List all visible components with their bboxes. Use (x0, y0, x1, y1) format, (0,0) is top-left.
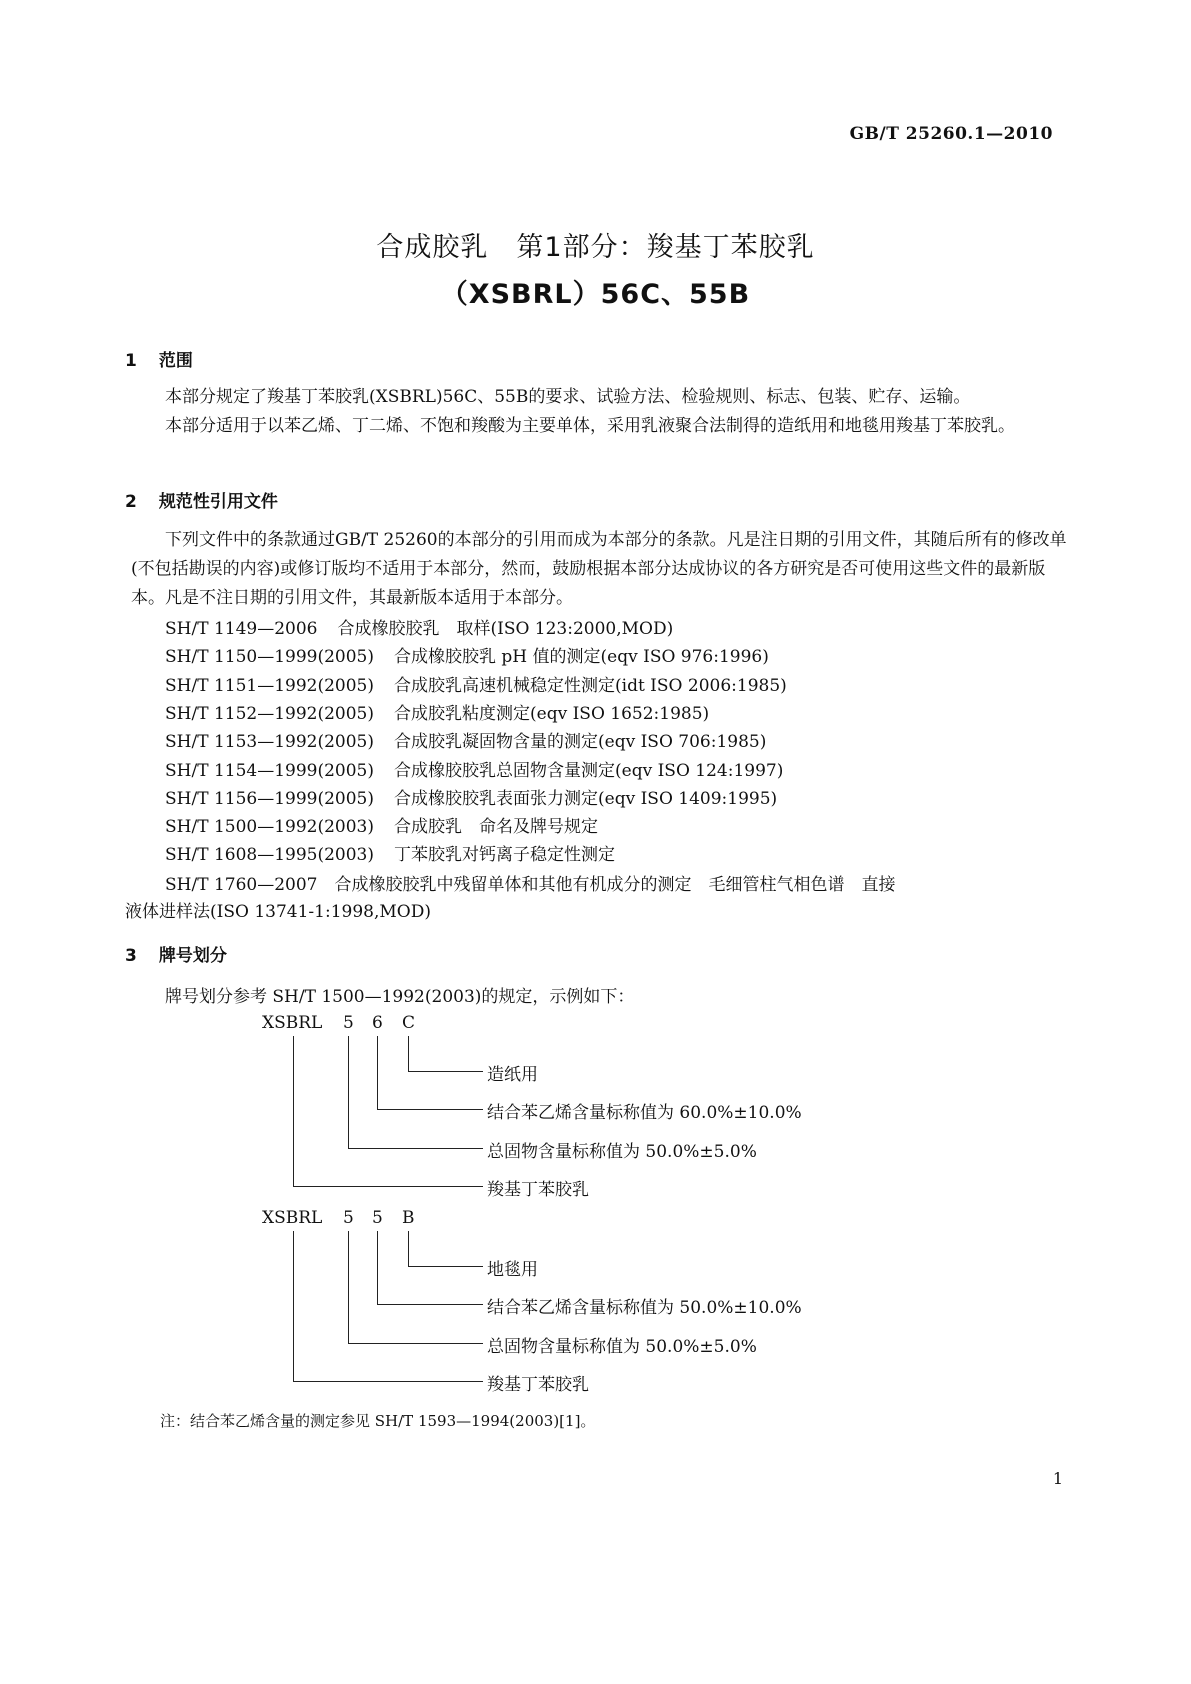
note: 注：结合苯乙烯含量的测定参见 SH/T 1593—1994(2003)[1]。 (160, 1412, 596, 1430)
reference-code: SH/T 1151—1992(2005) (165, 675, 374, 696)
document-subtitle: （XSBRL）56C、55B (440, 279, 751, 310)
reference-title: 合成橡胶胶乳 取样(ISO 123:2000,MOD) (337, 619, 674, 639)
reference-code: SH/T 1154—1999(2005) (165, 760, 374, 781)
reference-item (165, 812, 598, 837)
ex1-connector-d2-h (377, 1109, 483, 1110)
standard-code: GB/T 25260.1—2010 (849, 124, 1053, 144)
ex1-label-type: 羧基丁苯胶乳 (487, 1180, 589, 1200)
reference-item (165, 642, 769, 667)
reference-item-last-line2: 液体进样法(ISO 13741-1:1998,MOD) (125, 902, 431, 922)
ex2-digit-2: 5 (372, 1208, 383, 1228)
ex1-connector-d3-v (408, 1036, 409, 1072)
reference-title: 合成胶乳凝固物含量的测定(eqv ISO 706:1985) (394, 732, 767, 753)
reference-item (165, 671, 787, 696)
ex2-connector-d3-h (408, 1266, 483, 1267)
reference-item (165, 840, 615, 865)
ex2-connector-d3-v (408, 1231, 409, 1267)
reference-title: 合成胶乳 命名及牌号规定 (394, 817, 598, 838)
reference-code: SH/T 1608—1995(2003) (165, 845, 374, 866)
ex2-prefix: XSBRL (262, 1208, 323, 1228)
section-2-title: 规范性引用文件 (158, 492, 278, 512)
section-3-title: 牌号划分 (158, 946, 227, 966)
section-1-paragraph-2: 本部分适用于以苯乙烯、丁二烯、不饱和羧酸为主要单体，采用乳液聚合法制得的造纸用和地毯用羧基丁苯胶乳。 (165, 416, 1015, 436)
ex2-connector-prefix-h (293, 1381, 483, 1382)
reference-item (165, 784, 777, 809)
reference-title: 合成橡胶胶乳 pH 值的测定(eqv ISO 976:1996) (394, 647, 769, 668)
ex1-digit-2: 6 (372, 1013, 383, 1033)
ex2-connector-d1-h (348, 1343, 483, 1344)
reference-title: 丁苯胶乳对钙离子稳定性测定 (394, 845, 615, 866)
reference-title: 合成胶乳粘度测定(eqv ISO 1652:1985) (394, 703, 710, 724)
ex1-letter: C (402, 1013, 416, 1033)
ex1-digit-1: 5 (343, 1013, 354, 1033)
ex2-digit-1: 5 (343, 1208, 354, 1228)
ex2-connector-d1-v (348, 1231, 349, 1344)
section-2-number: 2 (125, 492, 137, 512)
reference-item (165, 614, 673, 639)
reference-code: SH/T 1149—2006 (165, 619, 318, 639)
reference-code: SH/T 1152—1992(2005) (165, 703, 374, 724)
ex1-label-solids: 总固物含量标称值为 50.0%±5.0% (487, 1142, 757, 1162)
page-number: 1 (1052, 1469, 1063, 1488)
ex2-connector-prefix-v (293, 1231, 294, 1382)
section-3-heading (125, 941, 227, 966)
reference-title: 合成橡胶胶乳总固物含量测定(eqv ISO 124:1997) (394, 760, 784, 781)
ex2-letter: B (402, 1208, 415, 1228)
section-2-heading (125, 487, 278, 512)
reference-code: SH/T 1500—1992(2003) (165, 817, 374, 838)
reference-item (165, 756, 783, 781)
ex1-connector-d1-v (348, 1036, 349, 1149)
section-3-number: 3 (125, 946, 137, 966)
ex2-label-usage: 地毯用 (487, 1260, 538, 1280)
reference-item (165, 727, 766, 752)
ex2-label-styrene: 结合苯乙烯含量标称值为 50.0%±10.0% (487, 1298, 802, 1318)
reference-item (165, 699, 709, 724)
ex1-connector-prefix-h (293, 1186, 483, 1187)
ex2-label-type: 羧基丁苯胶乳 (487, 1375, 589, 1395)
ex2-label-solids: 总固物含量标称值为 50.0%±5.0% (487, 1337, 757, 1357)
ex1-connector-d1-h (348, 1148, 483, 1149)
section-1-heading (125, 346, 193, 371)
reference-title: 合成胶乳高速机械稳定性测定(idt ISO 2006:1985) (394, 675, 787, 696)
ex1-connector-d3-h (408, 1071, 483, 1072)
ex1-connector-d2-v (377, 1036, 378, 1110)
reference-code: SH/T 1153—1992(2005) (165, 732, 374, 753)
section-3-intro: 牌号划分参考 SH/T 1500—1992(2003)的规定，示例如下： (165, 987, 635, 1007)
ex1-connector-prefix-v (293, 1036, 294, 1187)
reference-code: SH/T 1156—1999(2005) (165, 788, 374, 809)
section-1-paragraph-1: 本部分规定了羧基丁苯胶乳(XSBRL)56C、55B的要求、试验方法、检验规则、标志、包装、贮存、运输。 (165, 387, 971, 407)
section-1-number: 1 (125, 351, 137, 371)
section-2-intro: 下列文件中的条款通过GB/T 25260的本部分的引用而成为本部分的条款。凡是注日期的引用文件，其随后所有的修改单(不包括勘误的内容)或修订版均不适用于本部分，然而，鼓励根据本部分达成协议的各方研究是否可使用这些文件的最新版本。凡是不注日期的引用文件，其最新版本适用于本部分。 (131, 530, 1067, 608)
section-1-title: 范围 (158, 351, 193, 371)
ex1-label-usage: 造纸用 (487, 1065, 538, 1085)
reference-title: 合成橡胶胶乳表面张力测定(eqv ISO 1409:1995) (394, 788, 778, 809)
reference-item-last-line1: SH/T 1760—2007 合成橡胶胶乳中残留单体和其他有机成分的测定 毛细管柱气相色谱 直接 (165, 875, 896, 895)
document-title: 合成胶乳 第1部分：羧基丁苯胶乳 (376, 232, 815, 263)
ex2-connector-d2-h (377, 1304, 483, 1305)
reference-code: SH/T 1150—1999(2005) (165, 647, 374, 668)
ex2-connector-d2-v (377, 1231, 378, 1305)
ex1-prefix: XSBRL (262, 1013, 323, 1033)
ex1-label-styrene: 结合苯乙烯含量标称值为 60.0%±10.0% (487, 1103, 802, 1123)
